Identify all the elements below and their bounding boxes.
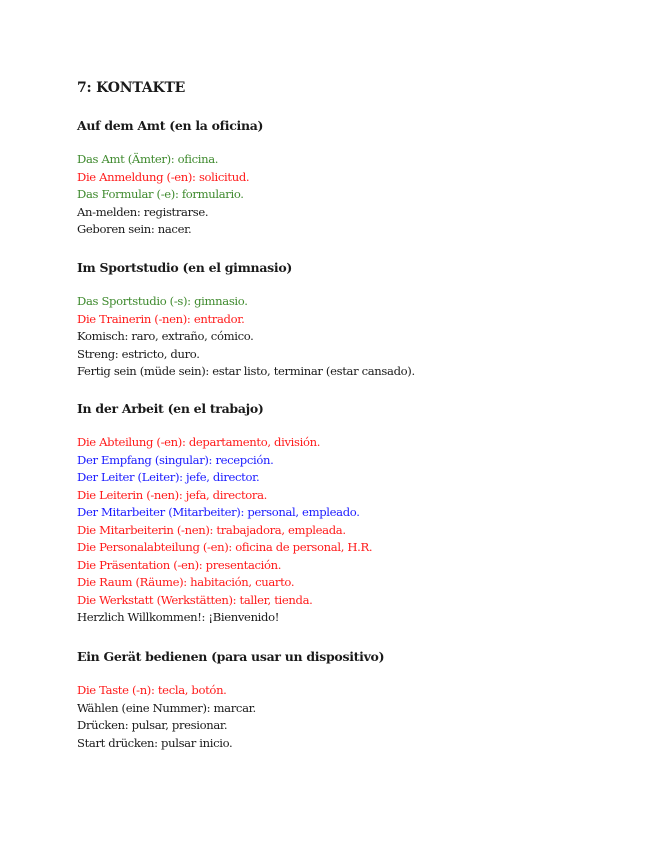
- vocab-item: Die Werkstatt (Werkstätten): taller, tienda.: [77, 592, 313, 607]
- vocab-item: Der Mitarbeiter (Mitarbeiter): personal, empleado.: [77, 505, 360, 519]
- vocab-item: Die Abteilung (-en): departamento, división.: [77, 435, 321, 449]
- vocab-item: Die Trainerin (-nen): entrador.: [77, 311, 245, 326]
- page-title: 7: KONTAKTE: [77, 80, 186, 96]
- vocab-list: [77, 682, 384, 752]
- vocab-item: Wählen (eine Nummer): marcar.: [77, 700, 256, 715]
- vocab-item: Der Empfang (singular): recepción.: [77, 452, 274, 467]
- section-geraet: [77, 648, 384, 752]
- vocab-item: Das Amt (Ämter): oficina.: [77, 152, 219, 166]
- vocab-item: Die Mitarbeiterin (-nen): trabajadora, empleada.: [77, 522, 346, 537]
- section-sportstudio: [77, 259, 415, 381]
- vocab-item: Der Leiter (Leiter): jefe, director.: [77, 470, 260, 484]
- vocab-list: [77, 434, 372, 627]
- vocab-item: Die Leiterin (-nen): jefa, directora.: [77, 487, 267, 502]
- section-arbeit: [77, 400, 372, 627]
- vocab-item: Die Taste (-n): tecla, botón.: [77, 683, 227, 697]
- section-heading: Im Sportstudio (en el gimnasio): [77, 260, 292, 275]
- vocab-item: Die Personalabteilung (-en): oficina de personal, H.R.: [77, 540, 373, 554]
- vocab-item: Die Raum (Räume): habitación, cuarto.: [77, 575, 295, 589]
- vocab-list: [77, 151, 263, 239]
- vocab-item: Geboren sein: nacer.: [77, 222, 192, 236]
- section-amt: [77, 117, 263, 239]
- vocab-item: Das Formular (-e): formulario.: [77, 187, 244, 201]
- vocab-item: Die Anmeldung (-en): solicitud.: [77, 169, 250, 184]
- vocab-item: Herzlich Willkommen!: ¡Bienvenido!: [77, 610, 280, 624]
- vocab-item: Drücken: pulsar, presionar.: [77, 718, 228, 732]
- vocab-item: Komisch: raro, extraño, cómico.: [77, 329, 254, 343]
- vocab-item: An-melden: registrarse.: [77, 204, 209, 219]
- vocab-list: [77, 293, 415, 381]
- vocab-item: Die Präsentation (-en): presentación.: [77, 557, 282, 572]
- section-heading: Ein Gerät bedienen (para usar un dispositivo): [77, 649, 385, 664]
- vocab-item: Fertig sein (müde sein): estar listo, terminar (estar cansado).: [77, 364, 415, 378]
- vocab-item: Streng: estricto, duro.: [77, 346, 200, 361]
- section-heading: In der Arbeit (en el trabajo): [77, 401, 264, 416]
- vocab-item: Start drücken: pulsar inicio.: [77, 735, 233, 750]
- section-heading: Auf dem Amt (en la oficina): [77, 118, 264, 133]
- vocab-item: Das Sportstudio (-s): gimnasio.: [77, 294, 248, 308]
